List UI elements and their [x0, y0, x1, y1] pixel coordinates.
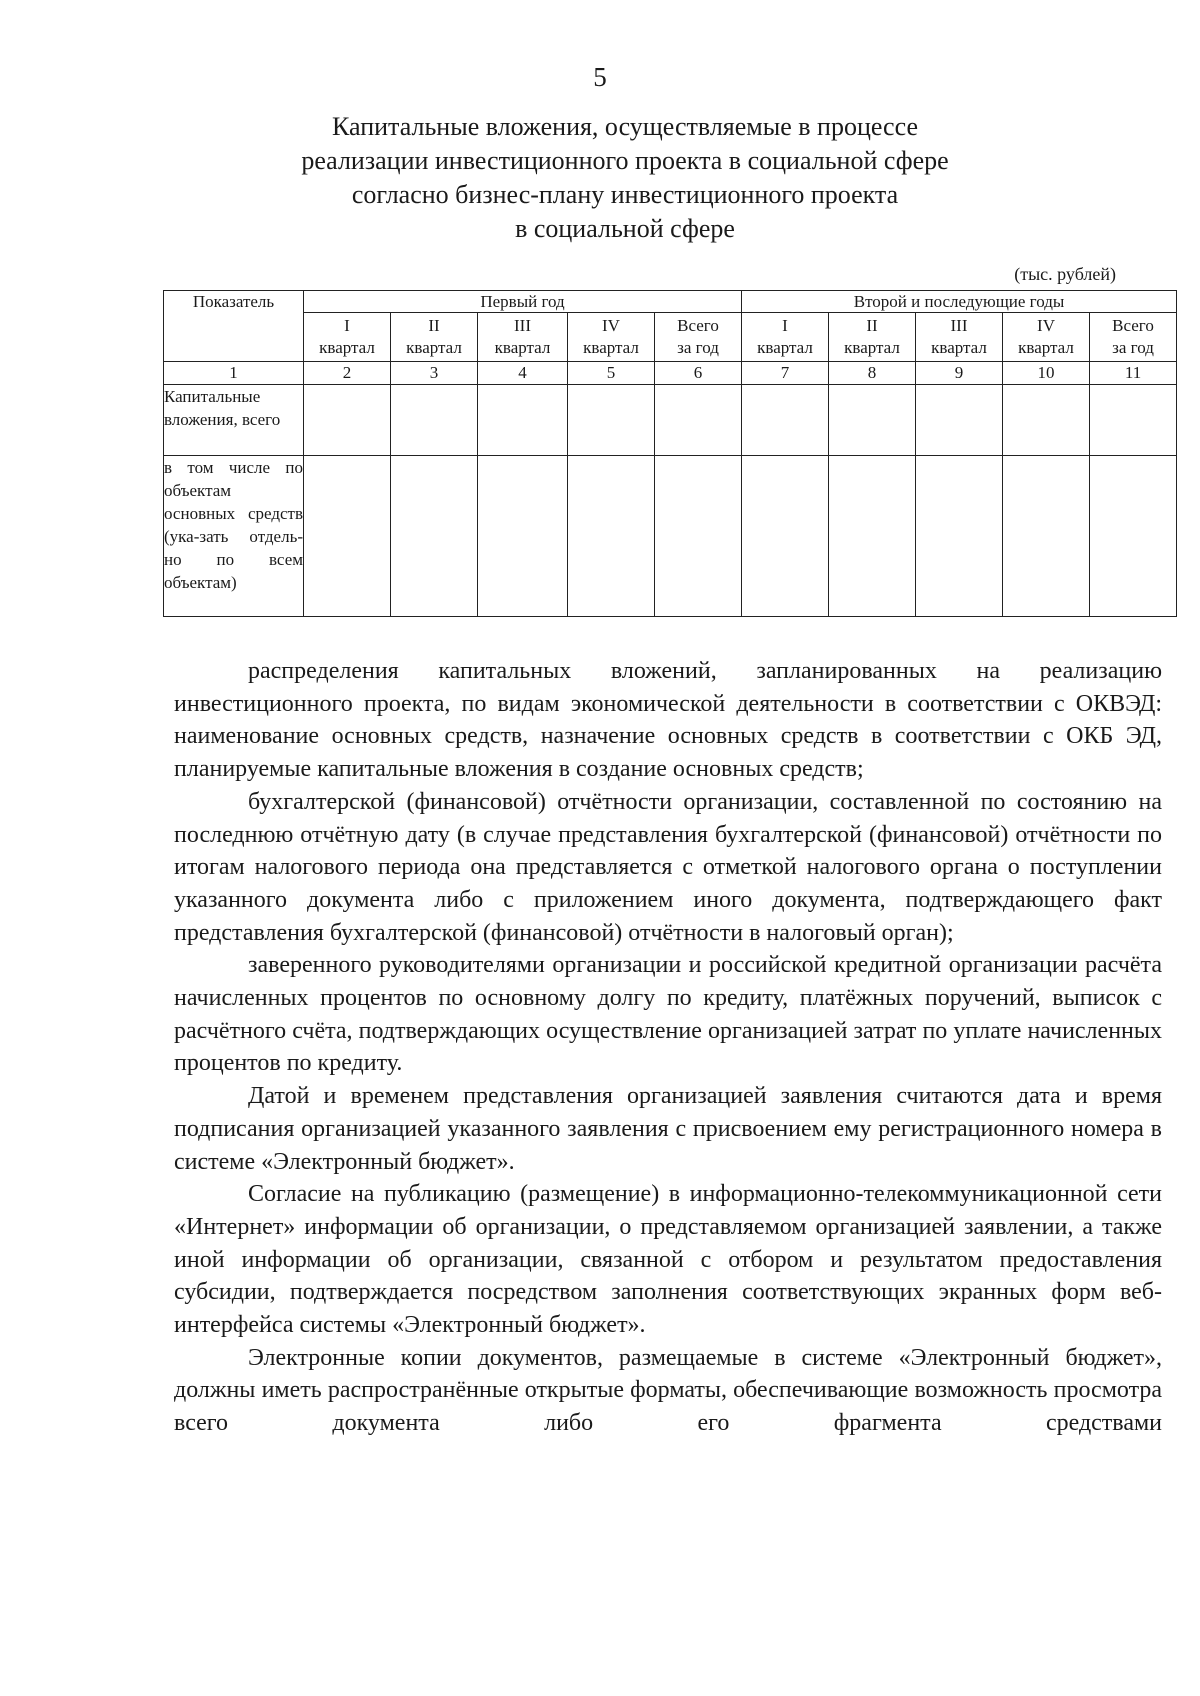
quarter-word: квартал [391, 337, 478, 362]
table-cell [916, 385, 1003, 456]
column-number: 1 [164, 362, 304, 385]
capital-investments-table [163, 290, 1177, 617]
total-header-top: Всего [655, 313, 742, 338]
column-number: 5 [568, 362, 655, 385]
row-label-fixed-assets: в том числе по объектам основных средств (ука-зать отдель-но по всем объектам) [164, 456, 304, 617]
table-row [164, 456, 1177, 617]
quarter-numeral: IV [1003, 313, 1090, 338]
table-cell [478, 456, 568, 617]
quarter-word: квартал [304, 337, 391, 362]
header-row-quarters [164, 313, 1177, 338]
column-number: 11 [1090, 362, 1177, 385]
paragraph: распределения капитальных вложений, запланированных на реализацию инвестиционного проекта, по видам экономической деятельности в соответствии с ОКВЭД: наименование основных средств, назначение основных средств в соответствии с ОКБ ЭД, планируемые капитальные вложения в создание основных средств; [174, 658, 1162, 783]
paragraph: Электронные копии документов, размещаемые в системе «Электронный бюджет», должны иметь распространённые открытые форматы, обеспечивающие возможность просмотра всего документа либо его фрагмента средствами [174, 1344, 1162, 1437]
column-number: 9 [916, 362, 1003, 385]
table-cell [1090, 456, 1177, 617]
paragraph: бухгалтерской (финансовой) отчётности организации, составленной по состоянию на последнюю отчётную дату (в случае представления бухгалтерской (финансовой) отчётности по итогам налогового периода она представляется с отметкой налогового органа о поступлении указанного документа либо с приложением иного документа, подтверждающего факт представления бухгалтерской (финансовой) отчётности в налоговый орган); [174, 788, 1162, 946]
group-second-year: Второй и последующие годы [742, 291, 1177, 313]
table-cell [1003, 456, 1090, 617]
column-number: 7 [742, 362, 829, 385]
column-number: 4 [478, 362, 568, 385]
quarter-word: квартал [829, 337, 916, 362]
table-cell [478, 385, 568, 456]
quarter-numeral: III [478, 313, 568, 338]
quarter-numeral: I [742, 313, 829, 338]
quarter-numeral: I [304, 313, 391, 338]
body-text [174, 655, 1162, 1440]
table-cell [655, 385, 742, 456]
title-line: в социальной сфере [515, 214, 735, 243]
table-cell [391, 456, 478, 617]
paragraph: Согласие на публикацию (размещение) в информационно-телекоммуникационной сети «Интернет» информации об организации, о представляемом организацией заявлении, а также иной информации об организации, связанной с отбором и результатом предоставления субсидии, подтверждается посредством заполнения соответствующих экранных форм веб-интерфейса системы «Электронный бюджет». [174, 1181, 1162, 1339]
quarter-word: квартал [1003, 337, 1090, 362]
table-cell [742, 385, 829, 456]
table-cell [568, 385, 655, 456]
title-line: согласно бизнес-плану инвестиционного проекта [351, 180, 899, 209]
table-cell [1003, 385, 1090, 456]
table-title [250, 110, 1000, 246]
total-header-bottom: за год [1090, 337, 1177, 362]
quarter-numeral: II [391, 313, 478, 338]
table-cell [304, 456, 391, 617]
page-number: 5 [593, 62, 607, 92]
quarter-word: квартал [478, 337, 568, 362]
units-label: (тыс. рублей) [1014, 264, 1116, 284]
quarter-word: квартал [568, 337, 655, 362]
table-cell [829, 385, 916, 456]
table-cell [304, 385, 391, 456]
row-label-capital-investments: Капитальные вложения, всего [164, 385, 304, 456]
total-header-bottom: за год [655, 337, 742, 362]
quarter-word: квартал [916, 337, 1003, 362]
table-cell [1090, 385, 1177, 456]
table-cell [742, 456, 829, 617]
quarter-numeral: II [829, 313, 916, 338]
column-number: 3 [391, 362, 478, 385]
column-number-row [164, 362, 1177, 385]
table-row [164, 385, 1177, 456]
column-number: 10 [1003, 362, 1090, 385]
header-row-quarter-word [164, 337, 1177, 362]
column-number: 6 [655, 362, 742, 385]
table-cell [568, 456, 655, 617]
quarter-numeral: III [916, 313, 1003, 338]
table-cell [916, 456, 1003, 617]
column-number: 8 [829, 362, 916, 385]
total-header-top: Всего [1090, 313, 1177, 338]
table-cell [829, 456, 916, 617]
title-line: Капитальные вложения, осуществляемые в процессе [332, 112, 918, 141]
indicator-header: Показатель [164, 291, 304, 362]
paragraph: заверенного руководителями организации и российской кредитной организации расчёта начисленных процентов по основному долгу по кредиту, платёжных поручений, выписок с расчётного счёта, подтверждающих осуществление организацией затрат по уплате начисленных процентов по кредиту. [174, 952, 1162, 1077]
title-line: реализации инвестиционного проекта в социальной сфере [301, 146, 949, 175]
quarter-word: квартал [742, 337, 829, 362]
column-number: 2 [304, 362, 391, 385]
paragraph: Датой и временем представления организацией заявления считаются дата и время подписания организацией указанного заявления с присвоением ему регистрационного номера в системе «Электронный бюджет». [174, 1083, 1162, 1175]
table-cell [655, 456, 742, 617]
table-cell [391, 385, 478, 456]
header-row-groups [164, 291, 1177, 313]
group-first-year: Первый год [304, 291, 742, 313]
quarter-numeral: IV [568, 313, 655, 338]
